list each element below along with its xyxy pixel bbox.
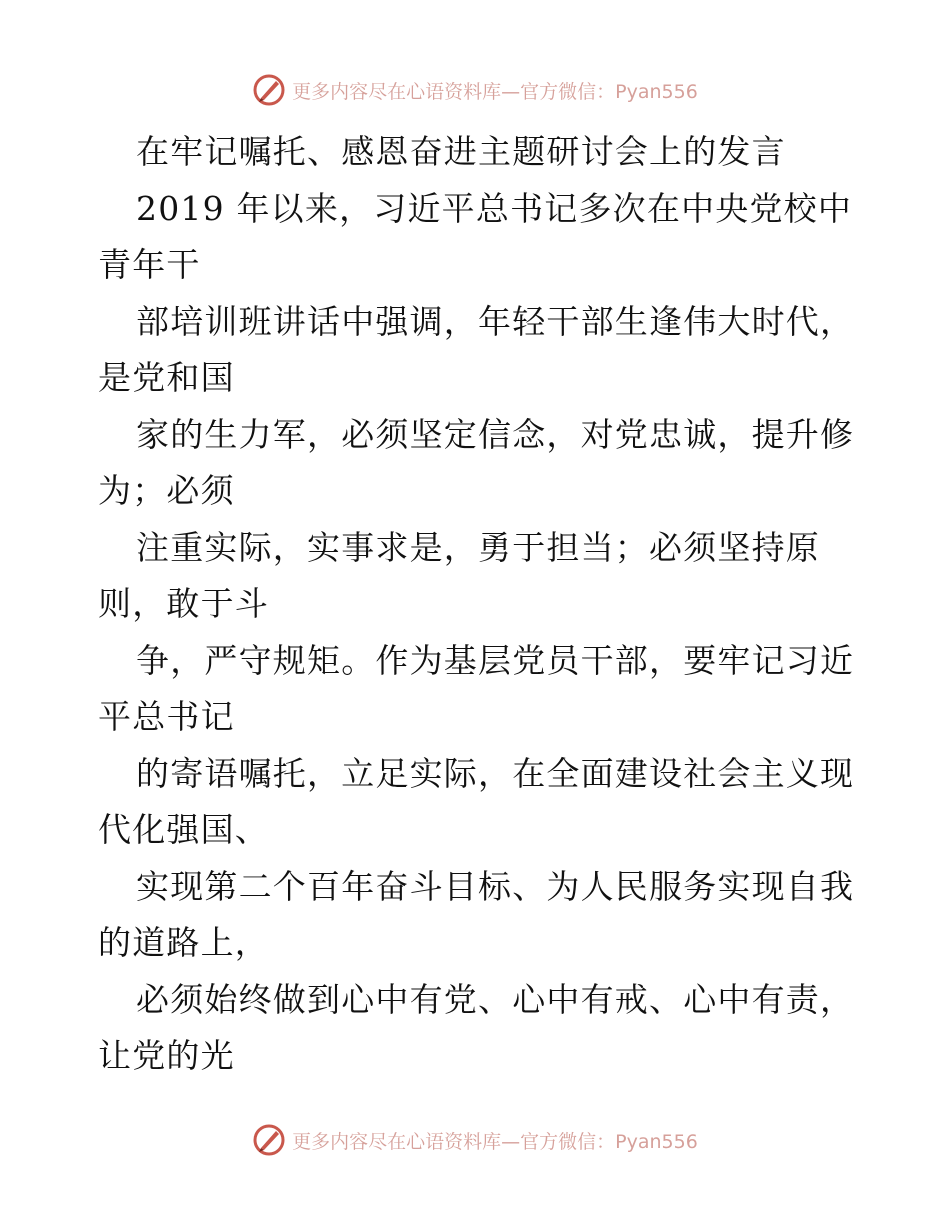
text-line: 实现第二个百年奋斗目标、为人民服务实现自我 [136,866,855,906]
text-line: 2019 年以来，习近平总书记多次在中央党校中 [136,188,853,228]
footer-watermark-banner [0,1120,950,1160]
text-line: 必须始终做到心中有党、心中有戒、心中有责， [136,979,855,1019]
text-line: 代化强国、 [98,810,269,849]
text-line: 让党的光 [98,1036,235,1075]
watermark-text: 更多内容尽在心语资料库—官方微信：Pyan556 [292,80,698,103]
text-line: 的道路上， [98,923,269,962]
text-line: 争，严守规矩。作为基层党员干部，要牢记习近 [136,640,855,680]
quill-pen-logo-icon [252,73,286,107]
text-line: 则，敢于斗 [98,584,269,623]
document-body [98,124,898,1085]
text-line: 青年干 [98,245,201,284]
text-line: 在牢记嘱托、感恩奋进主题研讨会上的发言 [136,132,786,171]
text-line: 的寄语嘱托，立足实际，在全面建设社会主义现 [136,753,855,793]
text-line: 部培训班讲话中强调，年轻干部生逢伟大时代， [136,301,855,341]
quill-pen-logo-icon [252,1123,286,1157]
text-line: 是党和国 [98,358,235,397]
header-watermark-banner [0,70,950,110]
watermark-text: 更多内容尽在心语资料库—官方微信：Pyan556 [292,1130,698,1153]
text-line: 家的生力军，必须坚定信念，对党忠诚，提升修 [136,414,855,454]
text-line: 为；必须 [98,471,235,510]
text-line: 注重实际，实事求是，勇于担当；必须坚持原 [136,527,820,567]
text-line: 平总书记 [98,697,235,736]
